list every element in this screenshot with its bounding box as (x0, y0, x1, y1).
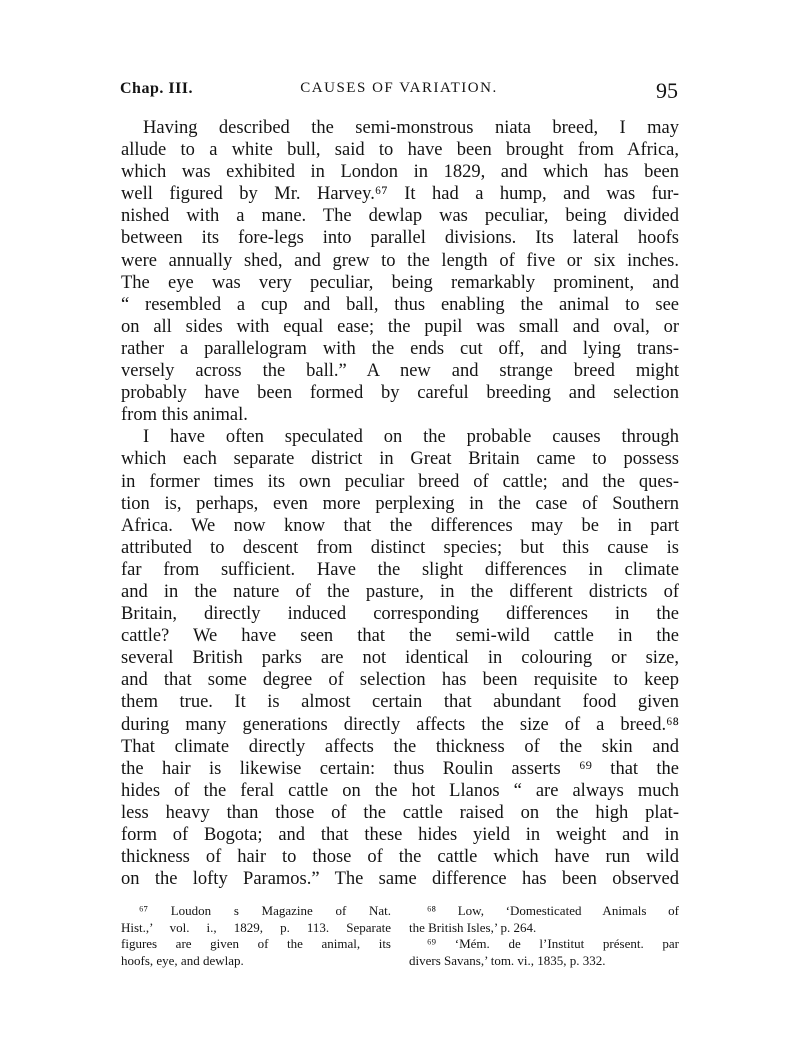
text-line: were annually shed, and grew to the length of five or six inches. (121, 250, 679, 271)
text-line: well figured by Mr. Harvey.⁶⁷ It had a hump, and was fur- (121, 184, 679, 205)
footnote-line: divers Savans,’ tom. vi., 1835, p. 332. (409, 952, 606, 968)
text-line: hides of the feral cattle on the hot Llanos “ are always much (121, 780, 679, 801)
text-line: far from sufficient. Have the slight differences in climate (121, 559, 679, 580)
running-header (120, 80, 678, 104)
text-line: “ resembled a cup and ball, thus enabling the animal to see (121, 294, 679, 315)
text-line: the hair is likewise certain: thus Roulin asserts ⁶⁹ that the (121, 758, 679, 779)
text-line: from this animal. (121, 405, 248, 426)
text-line: on all sides with equal ease; the pupil was small and oval, or (121, 316, 679, 337)
footnote-line: the British Isles,’ p. 264. (409, 919, 537, 935)
text-line: on the lofty Paramos.” The same difference has been observed (121, 869, 679, 890)
text-line: less heavy than those of the cattle raised on the high plat- (121, 802, 679, 823)
text-line: Africa. We now know that the differences may be in part (121, 515, 679, 536)
chapter-label: Chap. III. (120, 80, 194, 97)
text-line: in former times its own peculiar breed of cattle; and the ques- (121, 471, 679, 492)
text-line: The eye was very peculiar, being remarkably prominent, and (121, 272, 679, 293)
text-line: attributed to descent from distinct species; but this cause is (121, 537, 679, 558)
text-line: tion is, perhaps, even more perplexing in the case of Southern (121, 493, 679, 514)
page-number: 95 (656, 78, 678, 103)
running-title: CAUSES OF VARIATION. (300, 80, 498, 96)
text-line: and that some degree of selection has been requisite to keep (121, 670, 679, 691)
footnote-line: ⁶⁸ Low, ‘Domesticated Animals of (427, 903, 679, 918)
text-line: which each separate district in Great Britain came to possess (121, 449, 679, 470)
footnote-line: ⁶⁹ ‘Mém. de l’Institut présent. par (427, 936, 679, 951)
text-line: probably have been formed by careful breeding and selection (121, 383, 679, 404)
footnote-line: figures are given of the animal, its (121, 936, 391, 951)
text-line: form of Bogota; and that these hides yield in weight and in (121, 825, 679, 845)
footnotes (121, 903, 679, 973)
text-line: and in the nature of the pasture, in the different districts of (121, 581, 679, 602)
text-line: rather a parallelogram with the ends cut off, and lying trans- (121, 338, 679, 359)
body-text (121, 117, 679, 890)
footnote-line: hoofs, eye, and dewlap. (121, 952, 244, 968)
text-line: them true. It is almost certain that abundant food given (121, 692, 679, 713)
text-line: cattle? We have seen that the semi-wild cattle in the (121, 626, 679, 647)
text-line: versely across the ball.” A new and strange breed might (121, 361, 679, 382)
footnote-line: Hist.,’ vol. i., 1829, p. 113. Separate (121, 919, 391, 935)
text-line: thickness of hair to those of the cattle which have run wild (121, 847, 679, 868)
text-line: That climate directly affects the thickness of the skin and (121, 736, 679, 757)
footnote-column-right (409, 903, 679, 969)
text-line: during many generations directly affects the size of a breed.⁶⁸ (121, 714, 679, 735)
text-line: between its fore-legs into parallel divisions. Its lateral hoofs (121, 228, 679, 249)
text-line: I have often speculated on the probable causes through (143, 427, 679, 448)
text-line: several British parks are not identical in colouring or size, (121, 648, 679, 669)
text-line: Britain, directly induced corresponding differences in the (121, 604, 679, 625)
footnote-line: ⁶⁷ Loudon s Magazine of Nat. (139, 903, 391, 918)
footnote-column-left (121, 903, 391, 969)
text-line: allude to a white bull, said to have been brought from Africa, (121, 140, 679, 161)
text-line: nished with a mane. The dewlap was peculiar, being divided (121, 206, 679, 227)
text-line: Having described the semi-monstrous niata breed, I may (143, 118, 679, 138)
text-line: which was exhibited in London in 1829, and which has been (121, 162, 679, 183)
